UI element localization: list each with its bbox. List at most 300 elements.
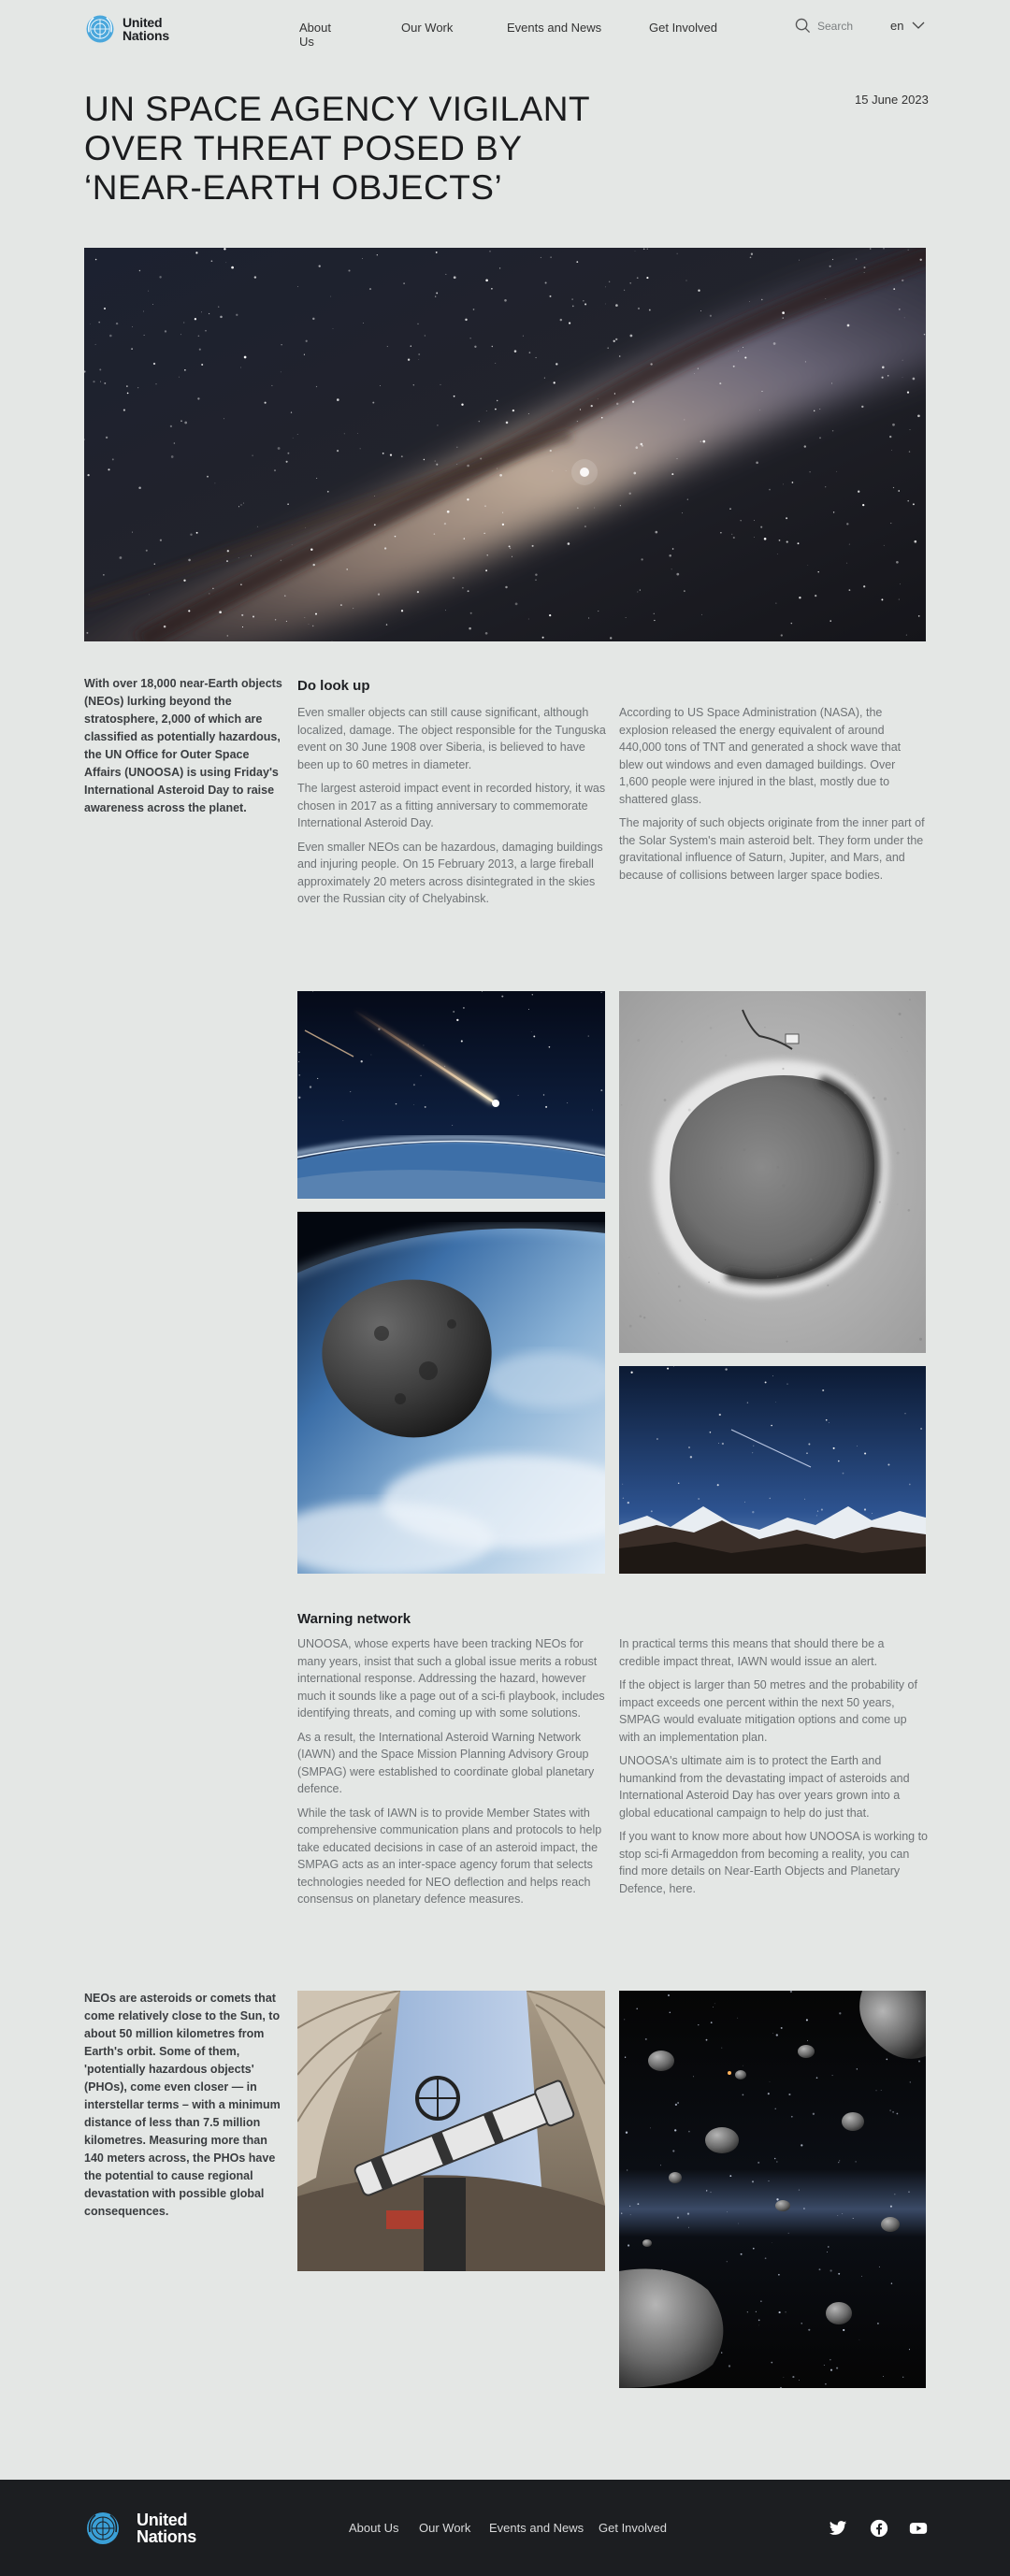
- star: [640, 590, 641, 591]
- star: [567, 1102, 568, 1103]
- star: [227, 550, 229, 552]
- star: [809, 1258, 812, 1260]
- star: [621, 1104, 622, 1105]
- star: [212, 588, 214, 590]
- star: [98, 322, 100, 324]
- star: [781, 2027, 783, 2029]
- star: [806, 1453, 807, 1454]
- star: [240, 504, 241, 505]
- star: [853, 2218, 854, 2219]
- star: [469, 627, 471, 630]
- star: [769, 2180, 770, 2181]
- star: [886, 2059, 887, 2061]
- star: [646, 277, 648, 279]
- star: [816, 1515, 817, 1516]
- star: [601, 417, 603, 419]
- star: [642, 445, 643, 447]
- star: [775, 2108, 776, 2109]
- image-asteroid-belt: [619, 1991, 926, 2388]
- star: [628, 2244, 629, 2246]
- star: [532, 994, 533, 995]
- star: [252, 616, 254, 618]
- star: [123, 410, 125, 411]
- star: [453, 1011, 454, 1013]
- star: [775, 603, 776, 604]
- star: [846, 563, 847, 564]
- star: [545, 1106, 547, 1108]
- star: [490, 251, 491, 252]
- star: [694, 373, 695, 374]
- star: [782, 311, 785, 314]
- star: [628, 1257, 629, 1258]
- nav-our-work[interactable]: Our Work: [401, 21, 454, 35]
- star: [713, 2007, 714, 2008]
- star: [310, 549, 312, 551]
- star: [298, 1097, 300, 1099]
- star: [461, 404, 463, 406]
- asteroid-earth-illustration: [297, 1212, 605, 1574]
- star: [861, 1168, 862, 1169]
- star: [601, 992, 602, 993]
- star: [184, 422, 187, 425]
- star: [556, 363, 557, 365]
- star: [154, 564, 155, 565]
- star: [676, 573, 679, 576]
- star: [183, 322, 184, 323]
- star: [798, 542, 800, 544]
- star: [765, 1381, 767, 1383]
- star: [623, 1498, 625, 1500]
- star: [312, 626, 314, 627]
- star: [627, 2169, 628, 2170]
- star: [636, 2008, 638, 2010]
- star: [776, 2034, 778, 2036]
- star: [706, 2190, 707, 2191]
- star: [628, 1502, 629, 1504]
- star: [504, 299, 507, 302]
- star: [902, 280, 903, 281]
- star: [875, 2090, 876, 2091]
- star: [554, 381, 556, 383]
- star: [864, 272, 865, 273]
- star: [453, 577, 454, 579]
- star: [584, 303, 586, 305]
- star: [899, 1013, 902, 1015]
- footer-nav-get-involved[interactable]: Get Involved: [599, 2521, 667, 2535]
- paragraph: While the task of IAWN is to provide Member States with comprehensive communication plans and protocols to help take educated decisions in case of an asteroid impact, the SMPAG acts as an inter-space agency forum that selects technologies needed for NEO deflection and helps reach consensus on planetary defence measures.: [297, 1806, 602, 1906]
- star: [637, 591, 638, 592]
- star: [830, 266, 831, 267]
- star: [316, 386, 317, 387]
- star: [461, 1040, 463, 1042]
- star: [667, 1368, 669, 1370]
- facebook-icon[interactable]: [870, 2519, 888, 2538]
- star: [340, 604, 342, 606]
- star: [491, 288, 493, 290]
- star: [333, 328, 334, 329]
- star: [758, 2320, 760, 2322]
- star: [535, 580, 536, 581]
- star: [690, 1456, 692, 1458]
- star: [413, 384, 414, 385]
- star: [807, 565, 808, 566]
- star: [884, 1098, 887, 1101]
- star: [654, 620, 655, 621]
- star: [881, 598, 883, 600]
- star: [783, 317, 784, 318]
- site-footer: [0, 2480, 1010, 2576]
- star: [832, 2075, 833, 2076]
- star: [838, 1461, 840, 1462]
- star: [836, 2367, 838, 2369]
- star: [625, 2057, 626, 2058]
- star: [729, 2175, 731, 2177]
- star: [184, 369, 186, 371]
- star: [883, 248, 884, 249]
- star: [484, 505, 486, 507]
- star: [361, 1060, 363, 1062]
- star: [747, 1402, 748, 1403]
- star: [649, 309, 651, 311]
- star: [640, 1315, 642, 1317]
- star: [902, 377, 903, 378]
- star: [401, 455, 403, 457]
- star: [109, 335, 112, 338]
- star: [908, 2192, 909, 2193]
- star: [920, 1428, 922, 1430]
- star: [783, 484, 784, 485]
- star: [211, 260, 213, 262]
- paragraph: If the object is larger than 50 metres and the probability of impact exceeds one percent within the next 50 years, SMPAG would evaluate mitigation options and come up with an implementation plan.: [619, 1678, 917, 1744]
- star: [727, 2211, 728, 2212]
- star: [906, 635, 907, 636]
- star: [727, 2261, 728, 2262]
- star: [752, 2180, 754, 2182]
- language-selector[interactable]: [890, 19, 925, 33]
- star: [171, 455, 174, 458]
- star: [143, 311, 144, 312]
- star: [772, 1375, 773, 1376]
- star: [643, 248, 645, 250]
- star: [637, 1039, 640, 1042]
- star: [544, 378, 545, 379]
- star: [190, 533, 192, 535]
- star: [708, 1015, 709, 1016]
- neo-definition-lede: NEOs are asteroids or comets that come relatively close to the Sun, to about 50 million kilometres from Earth's orbit. Some of them, 'potentially hazardous objects' (PHOs), come even closer — in interstellar terms – with a minimum distance of less than 7.5 million kilometres. Measuring more than 140 meters across, the PHOs have the potential to cause regional devastation with possible global consequences.: [84, 1992, 281, 2218]
- star: [265, 402, 267, 404]
- search-icon: [795, 18, 811, 34]
- star: [817, 571, 818, 572]
- star: [884, 545, 885, 546]
- star: [894, 2194, 895, 2195]
- star: [741, 520, 742, 521]
- star: [485, 632, 488, 635]
- star: [231, 266, 234, 269]
- footer-nav-about-us[interactable]: About Us: [349, 2521, 399, 2535]
- star: [137, 387, 138, 388]
- star: [733, 537, 735, 539]
- star: [645, 2038, 647, 2040]
- star: [313, 564, 315, 566]
- star: [830, 2369, 832, 2371]
- star: [909, 451, 910, 452]
- star: [777, 1166, 780, 1169]
- star: [907, 1051, 908, 1052]
- star: [861, 406, 863, 408]
- star: [434, 533, 436, 535]
- star: [879, 1202, 881, 1203]
- star: [743, 2094, 744, 2096]
- star: [382, 453, 384, 454]
- star: [271, 385, 272, 386]
- star: [783, 1127, 785, 1129]
- star: [710, 1027, 713, 1029]
- star: [528, 1009, 529, 1010]
- star: [893, 288, 895, 290]
- footer-un-logo[interactable]: [84, 2510, 196, 2547]
- star: [725, 1368, 727, 1370]
- star: [304, 617, 305, 618]
- star: [346, 568, 348, 570]
- star: [799, 2380, 800, 2381]
- star: [808, 2329, 810, 2331]
- star: [719, 1178, 721, 1180]
- star: [687, 2212, 689, 2214]
- star: [156, 383, 157, 384]
- star: [495, 363, 496, 364]
- star: [862, 504, 864, 506]
- star: [910, 2081, 911, 2082]
- star: [821, 1509, 823, 1511]
- star: [670, 2012, 671, 2013]
- star: [120, 556, 123, 559]
- star: [243, 503, 244, 504]
- star: [159, 276, 161, 278]
- nav-get-involved[interactable]: Get Involved: [649, 21, 717, 35]
- star: [594, 508, 595, 509]
- star: [315, 613, 317, 615]
- star: [199, 349, 201, 351]
- star: [127, 393, 129, 395]
- star: [747, 2311, 748, 2312]
- star: [287, 453, 289, 454]
- star: [720, 532, 721, 533]
- image-meteor-crater: [619, 991, 926, 1353]
- star: [872, 1513, 873, 1514]
- star: [803, 2208, 805, 2209]
- star: [760, 2301, 761, 2302]
- star: [814, 410, 815, 411]
- star: [495, 409, 497, 410]
- star: [629, 1325, 632, 1328]
- un-logo[interactable]: [84, 13, 169, 45]
- star: [647, 249, 648, 250]
- star: [710, 315, 712, 317]
- twitter-icon[interactable]: [829, 2519, 847, 2538]
- star: [470, 612, 472, 614]
- star: [298, 1052, 300, 1054]
- star: [701, 614, 702, 615]
- paragraph: The largest asteroid impact event in recorded history, it was chosen in 2017 as a fitting anniversary to commemorate International Asteroid Day.: [297, 782, 606, 829]
- star: [909, 999, 911, 1000]
- star: [827, 1285, 829, 1287]
- star: [758, 2162, 759, 2164]
- star: [635, 251, 636, 252]
- star: [131, 348, 133, 350]
- star: [390, 454, 392, 456]
- star: [227, 635, 229, 637]
- star: [684, 419, 685, 420]
- star: [792, 2376, 794, 2378]
- star: [750, 256, 752, 258]
- star: [616, 403, 618, 405]
- star: [497, 468, 498, 469]
- star: [830, 2269, 831, 2271]
- section1-left-column: [297, 704, 606, 914]
- star: [859, 2339, 860, 2340]
- nav-about-us[interactable]: About Us: [299, 21, 331, 49]
- star: [480, 457, 482, 459]
- star: [733, 366, 735, 367]
- star: [769, 1217, 770, 1218]
- star: [425, 1106, 426, 1108]
- star: [462, 587, 464, 589]
- star: [440, 384, 441, 385]
- star: [484, 533, 485, 534]
- star: [864, 1452, 866, 1454]
- star: [900, 584, 901, 585]
- star: [656, 1438, 658, 1440]
- star: [241, 614, 243, 616]
- star: [468, 590, 469, 592]
- star: [418, 353, 420, 355]
- star: [327, 491, 329, 493]
- intro-lede: With over 18,000 near-Earth objects (NEOs) lurking beyond the stratosphere, 2,000 of which are classified as potentially hazardous, the UN Office for Outer Space Affairs (UNOOSA) is using Friday's International Asteroid Day to raise awareness across the planet.: [84, 677, 282, 814]
- star: [897, 1152, 900, 1155]
- star: [684, 590, 685, 591]
- star: [465, 319, 467, 321]
- star: [904, 317, 905, 318]
- star: [672, 548, 674, 550]
- star: [839, 2160, 840, 2161]
- star: [837, 2215, 838, 2216]
- star: [833, 1447, 835, 1449]
- star: [360, 449, 361, 450]
- footer-nav-events-and-news[interactable]: Events and News: [489, 2521, 584, 2535]
- star: [858, 491, 859, 493]
- star: [781, 634, 783, 636]
- star: [362, 258, 363, 259]
- star: [731, 534, 732, 535]
- star: [752, 1452, 753, 1453]
- star: [103, 574, 104, 575]
- star: [799, 260, 800, 261]
- star: [918, 615, 920, 617]
- star: [535, 573, 537, 575]
- footer-nav-our-work[interactable]: Our Work: [419, 2521, 471, 2535]
- star: [286, 461, 288, 463]
- star: [588, 618, 589, 619]
- star: [760, 526, 762, 528]
- star: [497, 400, 498, 401]
- star: [454, 396, 455, 397]
- star: [628, 493, 630, 495]
- star: [902, 360, 903, 361]
- star: [624, 2020, 625, 2021]
- star: [785, 2311, 786, 2312]
- star: [834, 1171, 835, 1172]
- star: [353, 608, 354, 609]
- star: [445, 610, 446, 611]
- paragraph: Even smaller NEOs can be hazardous, damaging buildings and injuring people. On 15 February 2013, a large fireball approximately 20 meters across disintegrated in the skies over the Russian city of Chelyabinsk.: [297, 840, 603, 905]
- star: [907, 500, 909, 502]
- article-title: UN SPACE AGENCY VIGILANT OVER THREAT POSED BY ‘NEAR-EARTH OBJECTS’: [84, 90, 590, 207]
- star: [153, 363, 155, 365]
- star: [518, 1095, 519, 1096]
- star: [188, 610, 190, 612]
- star: [681, 1041, 683, 1043]
- star: [312, 318, 314, 320]
- star: [838, 2273, 840, 2275]
- star: [615, 304, 618, 307]
- star: [677, 2102, 679, 2104]
- star: [706, 2039, 708, 2041]
- star: [214, 482, 215, 483]
- star: [226, 560, 228, 562]
- star: [720, 1167, 723, 1170]
- star: [824, 2365, 825, 2366]
- star: [674, 2129, 676, 2131]
- star: [924, 334, 926, 336]
- star: [112, 458, 114, 460]
- star: [436, 292, 438, 294]
- star: [287, 503, 288, 504]
- star: [668, 1994, 670, 1996]
- star: [274, 469, 276, 471]
- star: [401, 610, 403, 612]
- star: [890, 2206, 892, 2208]
- star: [180, 334, 181, 335]
- language-label: en: [890, 19, 904, 33]
- star: [632, 401, 634, 403]
- star: [672, 2150, 674, 2151]
- star: [693, 2076, 694, 2077]
- youtube-icon[interactable]: [909, 2519, 928, 2538]
- star: [605, 304, 606, 305]
- search-input[interactable]: [795, 18, 853, 34]
- star: [505, 586, 507, 588]
- star: [291, 411, 292, 412]
- star: [371, 1055, 372, 1056]
- star: [638, 308, 640, 309]
- star: [761, 299, 762, 300]
- star: [903, 1129, 905, 1130]
- chevron-down-icon: [912, 22, 925, 30]
- star: [95, 259, 97, 261]
- star: [463, 1007, 465, 1009]
- star: [445, 274, 446, 275]
- star: [825, 298, 826, 299]
- star: [804, 445, 806, 447]
- star: [881, 2090, 882, 2091]
- star: [104, 382, 106, 384]
- star: [100, 381, 101, 382]
- star: [909, 1484, 911, 1486]
- paragraph: UNOOSA, whose experts have been tracking NEOs for many years, insist that such a global issue merits a robust international response. Addressing the hazard, however much it sounds like a page out of a sci-fi playbook, includes identifying threats, and coming up with some solutions.: [297, 1637, 605, 1720]
- star: [569, 323, 570, 324]
- star: [855, 1074, 856, 1075]
- nav-events-and-news[interactable]: Events and News: [507, 21, 602, 35]
